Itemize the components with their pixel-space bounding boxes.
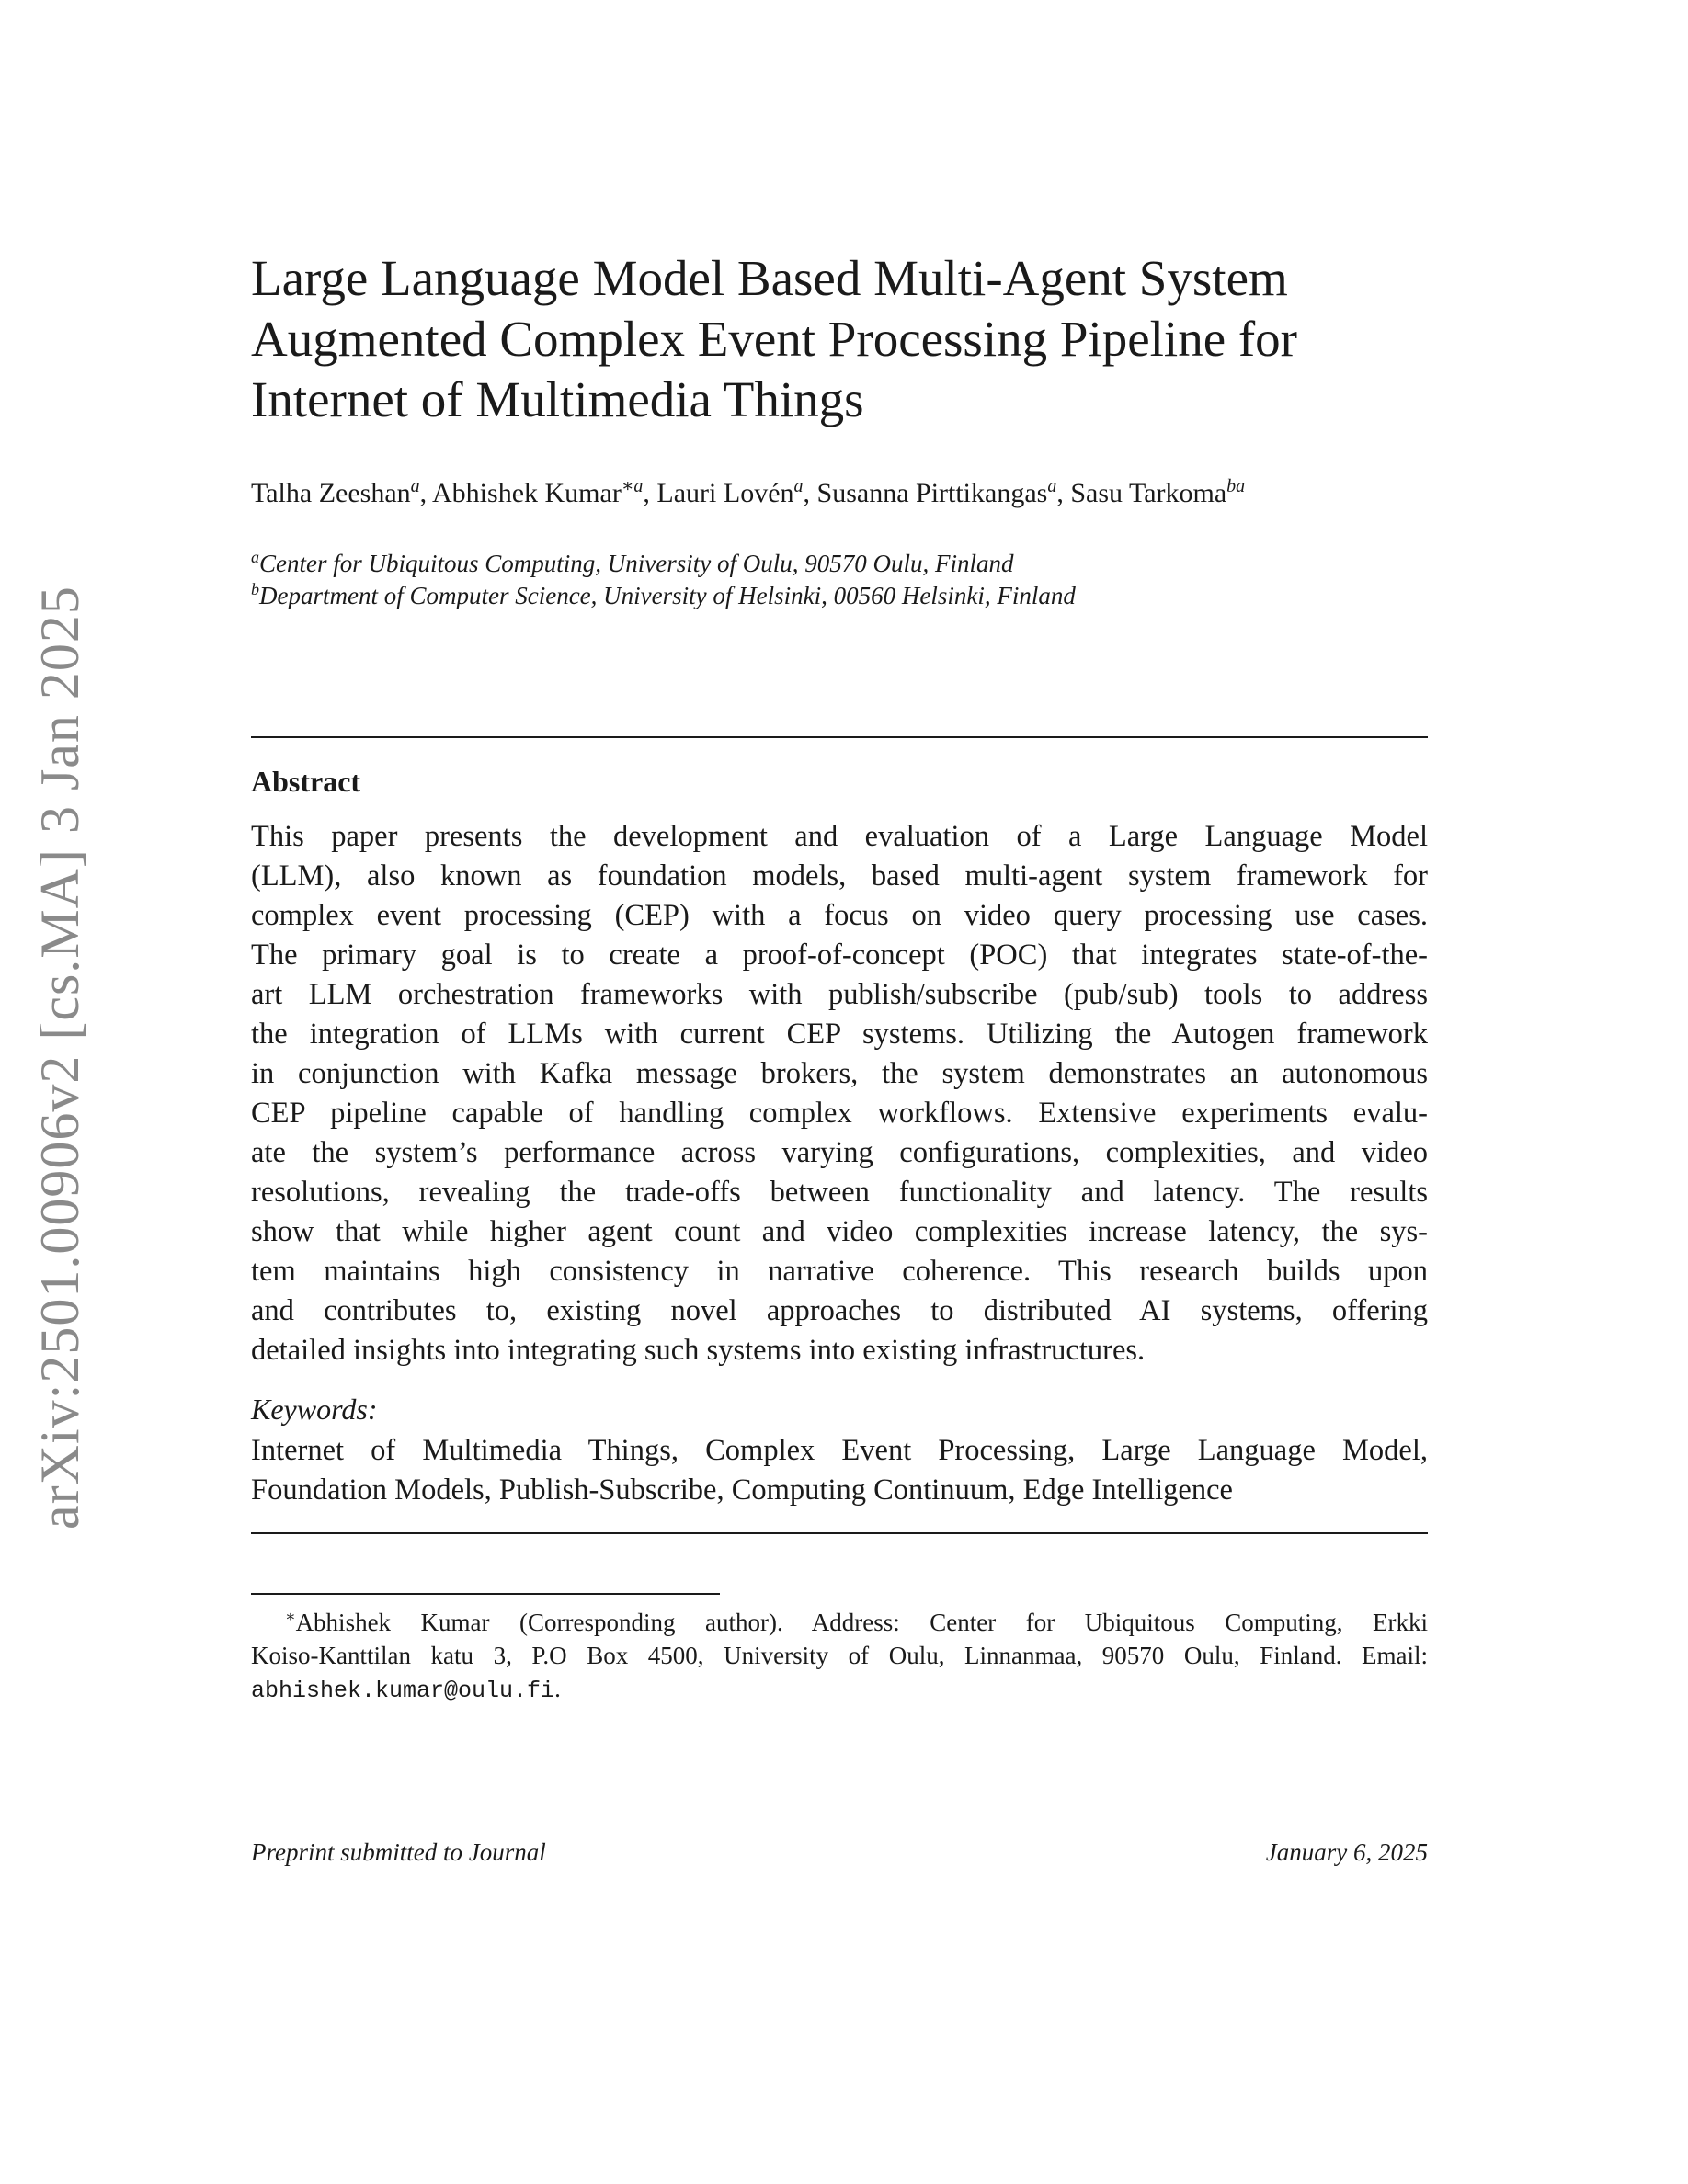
abstract-line: in conjunction with Kafka message brokers, the system demonstrates an autonomous	[251, 1057, 1428, 1090]
affiliation-text: Center for Ubiquitous Computing, University of Oulu, 90570 Oulu, Finland	[259, 550, 1014, 577]
abstract-line: and contributes to, existing novel approaches to distributed AI systems, offering	[251, 1294, 1428, 1327]
footnote-line	[251, 1600, 1428, 1639]
author-name: Abhishek Kumar	[432, 478, 622, 508]
affiliation-mark: a	[251, 548, 259, 566]
abstract-line: show that while higher agent count and video complexities increase latency, the sys-	[251, 1215, 1428, 1248]
author-name: Susanna Pirttikangas	[816, 478, 1048, 508]
author-affil-mark: a	[410, 476, 420, 496]
abstract-line: This paper presents the development and evaluation of a Large Language Model	[251, 820, 1428, 853]
abstract-line: (LLM), also known as foundation models, based multi-agent system framework for	[251, 859, 1428, 893]
affiliation	[251, 580, 1446, 610]
title-line: Internet of Multimedia Things	[251, 371, 864, 427]
keywords-line: Internet of Multimedia Things, Complex Event Processing, Large Language Model,	[251, 1434, 1428, 1467]
affiliation-mark: b	[251, 580, 259, 598]
footnote-line	[251, 1672, 1428, 1708]
abstract-body	[251, 817, 1428, 1371]
abstract-line: ate the system’s performance across varying configurations, complexities, and video	[251, 1136, 1428, 1169]
abstract-line: tem maintains high consistency in narrative coherence. This research builds upon	[251, 1255, 1428, 1288]
preprint-date: January 6, 2025	[1265, 1838, 1428, 1866]
author-name: Sasu Tarkoma	[1070, 478, 1227, 508]
author-list: Talha Zeeshan$^a$, Abhishek Kumar$^{∗a}$, Lauri Lovén$^a$, Susanna Pirttikangas$^a$, Sasu Tarkoma$^{ba}$	[251, 476, 1246, 508]
author-name: Talha Zeeshan	[251, 478, 411, 508]
abstract-line: CEP pipeline capable of handling complex workflows. Extensive experiments evalu-	[251, 1097, 1428, 1130]
arxiv-id: arXiv:2501.00906v2 [cs.MA] 3 Jan 2025	[29, 585, 90, 1530]
keywords-list	[251, 1431, 1428, 1510]
footnote-trail: .	[554, 1675, 561, 1702]
author-affil-mark: a	[793, 476, 804, 496]
footnote-line: Koiso-Kanttilan katu 3, P.O Box 4500, University of Oulu, Linnanmaa, 90570 Oulu, Finland. Email:	[251, 1642, 1428, 1669]
title-line: Augmented Complex Event Processing Pipeline for	[251, 311, 1298, 367]
paper-title	[251, 248, 1465, 430]
abstract-bottom-rule	[251, 1532, 1428, 1534]
affiliation	[251, 548, 1446, 578]
footnote-mark: ∗	[285, 1608, 296, 1625]
author-name: Lauri Lovén	[656, 478, 794, 508]
author-affil-mark: ∗a	[621, 476, 644, 496]
affiliation-text: Department of Computer Science, University of Helsinki, 00560 Helsinki, Finland	[259, 582, 1076, 609]
abstract-top-rule	[251, 736, 1428, 738]
author-email-link[interactable]: abhishek.kumar@oulu.fi	[251, 1678, 555, 1704]
corresponding-author-footnote	[251, 1600, 1428, 1708]
author-affil-mark: ba	[1226, 476, 1246, 496]
footnote-rule	[251, 1593, 720, 1595]
abstract-heading: Abstract	[251, 765, 361, 798]
abstract-line: art LLM orchestration frameworks with publish/subscribe (pub/sub) tools to address	[251, 978, 1428, 1011]
footnote-text: Abhishek Kumar (Corresponding author). Address: Center for Ubiquitous Computing, Erkki	[295, 1609, 1428, 1636]
preprint-note: Preprint submitted to Journal	[251, 1838, 546, 1866]
abstract-line: the integration of LLMs with current CEP systems. Utilizing the Autogen framework	[251, 1018, 1428, 1051]
abstract-line: detailed insights into integrating such systems into existing infrastructures.	[251, 1334, 1146, 1367]
keywords-line: Foundation Models, Publish-Subscribe, Computing Continuum, Edge Intelligence	[251, 1473, 1233, 1507]
author-affil-mark: a	[1047, 476, 1057, 496]
abstract-line: The primary goal is to create a proof-of-concept (POC) that integrates state-of-the-	[251, 938, 1428, 972]
abstract-line: resolutions, revealing the trade-offs between functionality and latency. The results	[251, 1176, 1428, 1209]
abstract-line: complex event processing (CEP) with a focus on video query processing use cases.	[251, 899, 1428, 932]
arxiv-stamp	[28, 585, 92, 1530]
keywords-heading: Keywords:	[251, 1393, 378, 1426]
title-line: Large Language Model Based Multi-Agent System	[251, 250, 1288, 306]
